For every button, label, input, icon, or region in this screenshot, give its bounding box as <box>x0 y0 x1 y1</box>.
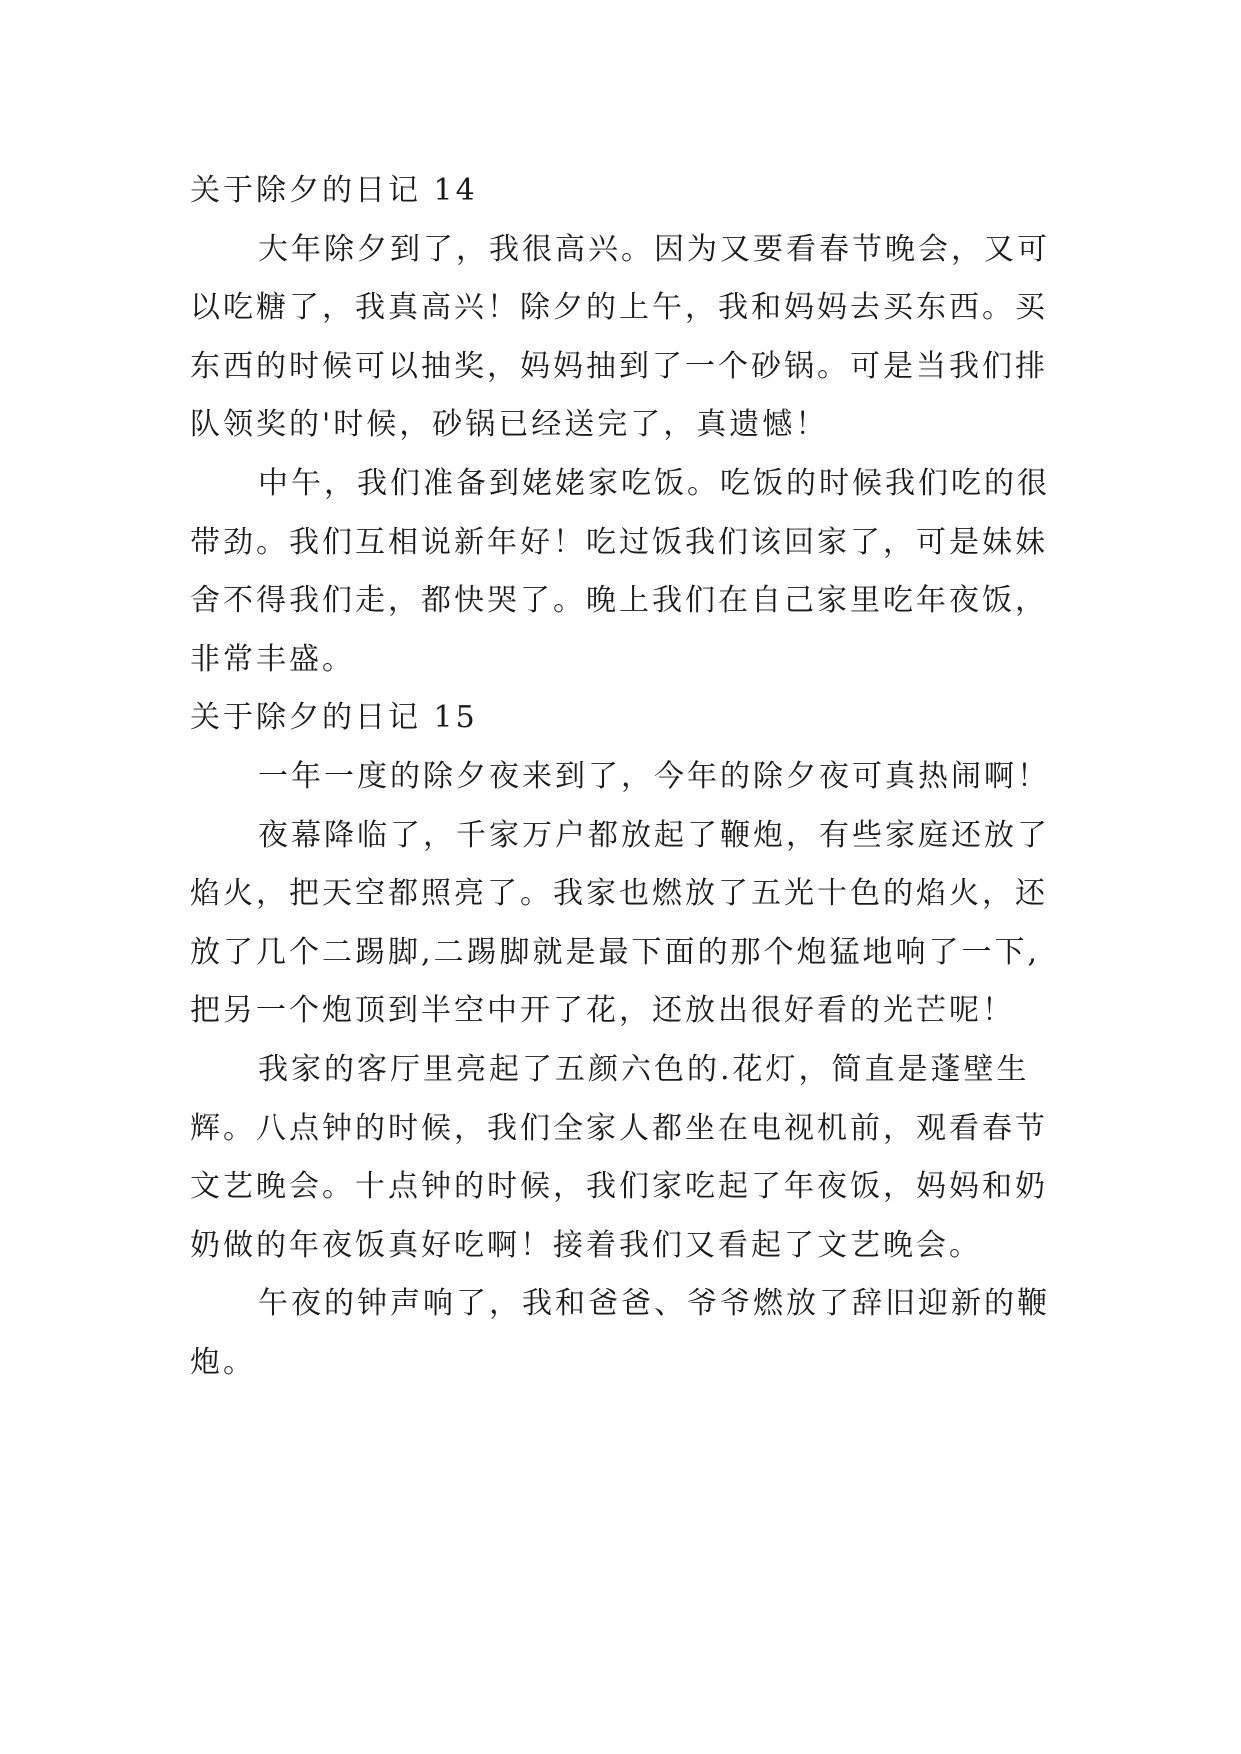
paragraph <box>190 221 1050 455</box>
text-line: 舍不得我们走，都快哭了。晚上我们在自己家里吃年夜饭， <box>190 583 1048 619</box>
text-line: 非常丰盛。 <box>190 641 355 677</box>
paragraph <box>190 748 1050 807</box>
text-line: 大年除夕到了，我很高兴。因为又要看春节晚会，又可 <box>258 231 1050 267</box>
text-line: 以吃糖了，我真高兴！除夕的上午，我和妈妈去买东西。买 <box>190 290 1048 326</box>
text-line: 焰火，把天空都照亮了。我家也燃放了五光十色的焰火，还 <box>190 876 1048 912</box>
paragraph <box>190 1041 1050 1275</box>
text-line: 把另一个炮顶到半空中开了花，还放出很好看的光芒呢！ <box>190 993 1015 1029</box>
text-line: 炮。 <box>190 1344 256 1380</box>
text-line: 夜幕降临了，千家万户都放起了鞭炮，有些家庭还放了 <box>258 817 1050 853</box>
text-line: 辉。八点钟的时候，我们全家人都坐在电视机前，观看春节 <box>190 1110 1048 1146</box>
text-line: 我家的客厅里亮起了五颜六色的.花灯，简直是蓬壁生 <box>258 1051 1030 1087</box>
text-line: 一年一度的除夕夜来到了，今年的除夕夜可真热闹啊！ <box>258 758 1050 794</box>
section-title: 关于除夕的日记 15 <box>190 700 478 736</box>
document-body <box>190 162 1050 1392</box>
text-line: 队领奖的'时候，砂锅已经送完了，真遗憾！ <box>190 407 829 443</box>
paragraph <box>190 807 1050 1041</box>
paragraph <box>190 455 1050 689</box>
text-line: 中午，我们准备到姥姥家吃饭。吃饭的时候我们吃的很 <box>258 465 1050 501</box>
section-title: 关于除夕的日记 14 <box>190 173 478 208</box>
text-line: 午夜的钟声响了，我和爸爸、爷爷燃放了辞旧迎新的鞭 <box>258 1286 1050 1322</box>
text-line: 放了几个二踢脚,二踢脚就是最下面的那个炮猛地响了一下, <box>190 934 1041 970</box>
text-line: 文艺晚会。十点钟的时候，我们家吃起了年夜饭，妈妈和奶 <box>190 1169 1048 1205</box>
text-line: 带劲。我们互相说新年好！吃过饭我们该回家了，可是妹妹 <box>190 524 1048 560</box>
text-line: 奶做的年夜饭真好吃啊！接着我们又看起了文艺晚会。 <box>190 1227 982 1263</box>
paragraph <box>190 1275 1050 1392</box>
text-line: 东西的时候可以抽奖，妈妈抽到了一个砂锅。可是当我们排 <box>190 348 1048 384</box>
